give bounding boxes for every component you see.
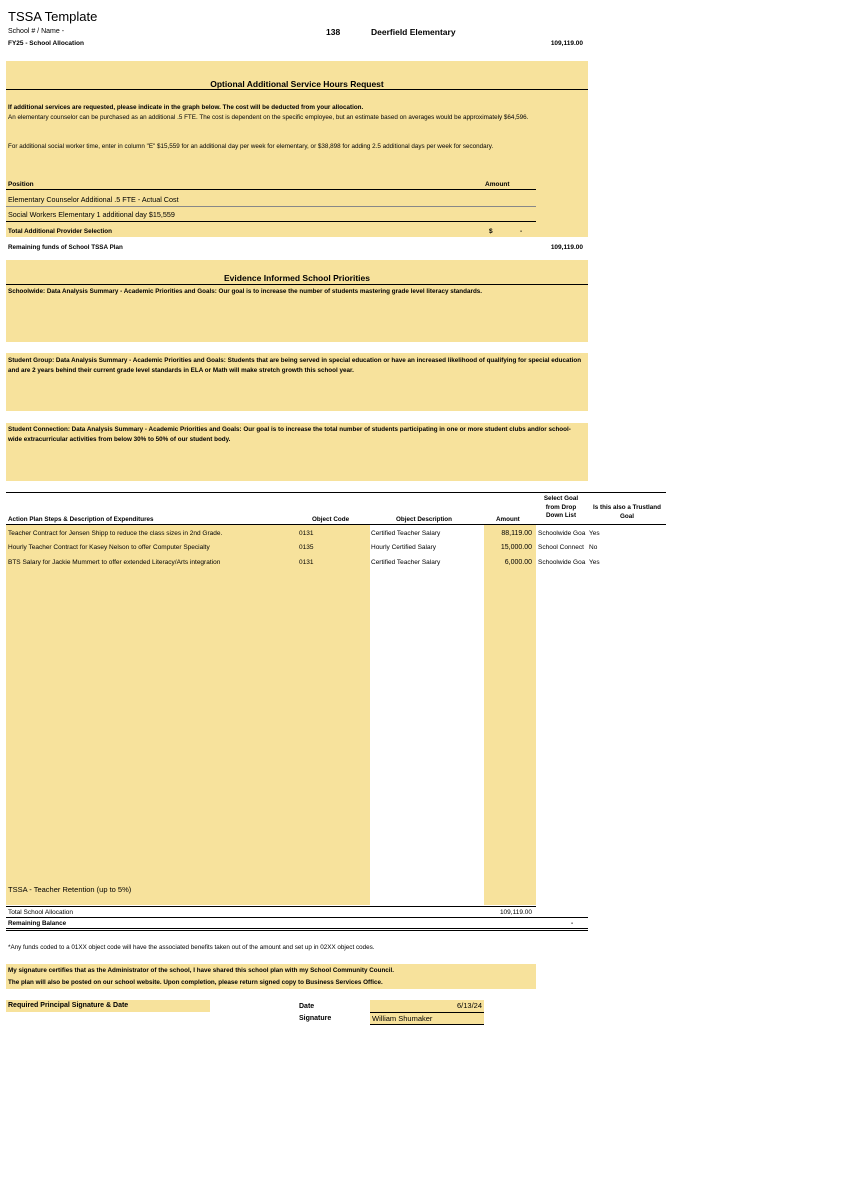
schoolwide-goal: Schoolwide: Data Analysis Summary - Academic Priorities and Goals: Our goal is to increase the number of students mastering grade level literacy standards.	[8, 288, 483, 295]
table-row-code: 0131	[299, 530, 314, 537]
col-desc-header: Object Description	[396, 516, 452, 523]
social-worker-note: For additional social worker time, enter in column "E" $15,559 for an additional day per week for elementary, or $38,898 for adding 2.5 additional days per week for secondary.	[8, 143, 494, 150]
table-row-step: Teacher Contract for Jensen Shipp to reduce the class sizes in 2nd Grade.	[8, 530, 223, 537]
remaining-balance-label: Remaining Balance	[8, 920, 67, 927]
school-label: School # / Name -	[8, 28, 65, 35]
steps-column-fill	[6, 525, 370, 905]
table-row-trustland: Yes	[589, 559, 600, 566]
date-field[interactable]: 6/13/24	[456, 1001, 482, 1010]
signature-label: Signature	[299, 1015, 332, 1022]
table-row-goal[interactable]: Schoolwide Goa	[538, 559, 586, 566]
student-connection-goal: Student Connection: Data Analysis Summary - Academic Priorities and Goals: Our goal is to increase the total number of students participating in one or more student clubs and/or school-wide extracurricular activities from below 30% to 50% of our student body.	[8, 426, 571, 443]
table-row-desc: Hourly Certified Salary	[371, 544, 437, 551]
col-trustland-header: Is this also a Trustland Goal	[593, 504, 661, 520]
total-provider-value: -	[520, 228, 523, 235]
position-row: Elementary Counselor Additional .5 FTE - Actual Cost	[8, 195, 179, 204]
total-provider-currency: $	[489, 228, 493, 235]
col-goal-header: Select Goal from Drop Down List	[543, 495, 579, 519]
optional-heading: Optional Additional Service Hours Request	[210, 79, 384, 89]
table-row-amount: 88,119.00	[501, 530, 532, 537]
school-name: Deerfield Elementary	[371, 27, 456, 37]
table-row-goal[interactable]: School Connect	[538, 544, 584, 551]
retention-label: TSSA - Teacher Retention (up to 5%)	[8, 885, 132, 894]
col-code-header: Object Code	[312, 516, 350, 523]
amount-header: Amount	[485, 181, 510, 188]
total-allocation-label: Total School Allocation	[8, 909, 74, 916]
certification-line-2: The plan will also be posted on our school website. Upon completion, please return signed copy to Business Services Office.	[8, 979, 383, 986]
total-allocation-value: 109,119.00	[499, 909, 532, 916]
certification-line-1: My signature certifies that as the Administrator of the school, I have shared this school plan with my School Community Council.	[8, 967, 395, 974]
col-steps-header: Action Plan Steps & Description of Expenditures	[8, 516, 154, 523]
col-amount-header: Amount	[496, 516, 520, 523]
table-row-code: 0131	[299, 559, 314, 566]
table-row-amount: 15,000.00	[500, 544, 532, 551]
signature-required-label: Required Principal Signature & Date	[8, 1002, 129, 1009]
benefits-note: *Any funds coded to a 01XX object code will have the associated benefits taken out of the amount and set up in 02XX object codes.	[8, 944, 375, 951]
school-number: 138	[326, 27, 341, 37]
allocation-label: FY25 - School Allocation	[8, 40, 84, 47]
table-row-goal[interactable]: Schoolwide Goa	[538, 530, 586, 537]
optional-instructions	[8, 103, 568, 122]
priorities-heading: Evidence Informed School Priorities	[224, 273, 370, 283]
table-row-desc: Certified Teacher Salary	[371, 530, 441, 537]
date-label: Date	[299, 1003, 315, 1010]
table-row-desc: Certified Teacher Salary	[371, 559, 441, 566]
remaining-balance-value: -	[571, 920, 574, 927]
table-row-step: Hourly Teacher Contract for Kasey Nelson to offer Computer Specialty	[8, 544, 210, 551]
table-row-trustland: Yes	[589, 530, 600, 537]
allocation-value: 109,119.00	[550, 40, 583, 47]
page-title: TSSA Template	[8, 9, 98, 24]
signature-field[interactable]: William Shumaker	[372, 1014, 433, 1023]
position-header: Position	[8, 181, 34, 188]
position-row: Social Workers Elementary 1 additional day $15,559	[8, 210, 175, 219]
table-row-trustland: No	[589, 544, 598, 551]
instructions-bold: If additional services are requested, please indicate in the graph below. The cost will be deducted from your allocation.	[8, 104, 364, 111]
table-row-amount: 6,000.00	[504, 559, 532, 566]
table-row-code: 0135	[299, 544, 314, 551]
remaining-funds-value: 109,119.00	[550, 244, 583, 251]
table-row-step: BTS Salary for Jackie Mummert to offer extended Literacy/Arts integration	[8, 559, 221, 566]
student-group-goal: Student Group: Data Analysis Summary - Academic Priorities and Goals: Students that are being served in special education or have an increased likelihood of qualifying for special education and are 2 years behind their current grade level standards in ELA or Math will make stretch growth this school year.	[8, 357, 582, 374]
instructions-counselor: An elementary counselor can be purchased as an additional .5 FTE. The cost is dependent on the specific employee, but an estimate based on averages would be approximately $64,596.	[8, 113, 529, 121]
total-provider-label: Total Additional Provider Selection	[8, 228, 112, 235]
amount-column-fill	[484, 525, 536, 905]
remaining-funds-label: Remaining funds of School TSSA Plan	[8, 244, 123, 251]
